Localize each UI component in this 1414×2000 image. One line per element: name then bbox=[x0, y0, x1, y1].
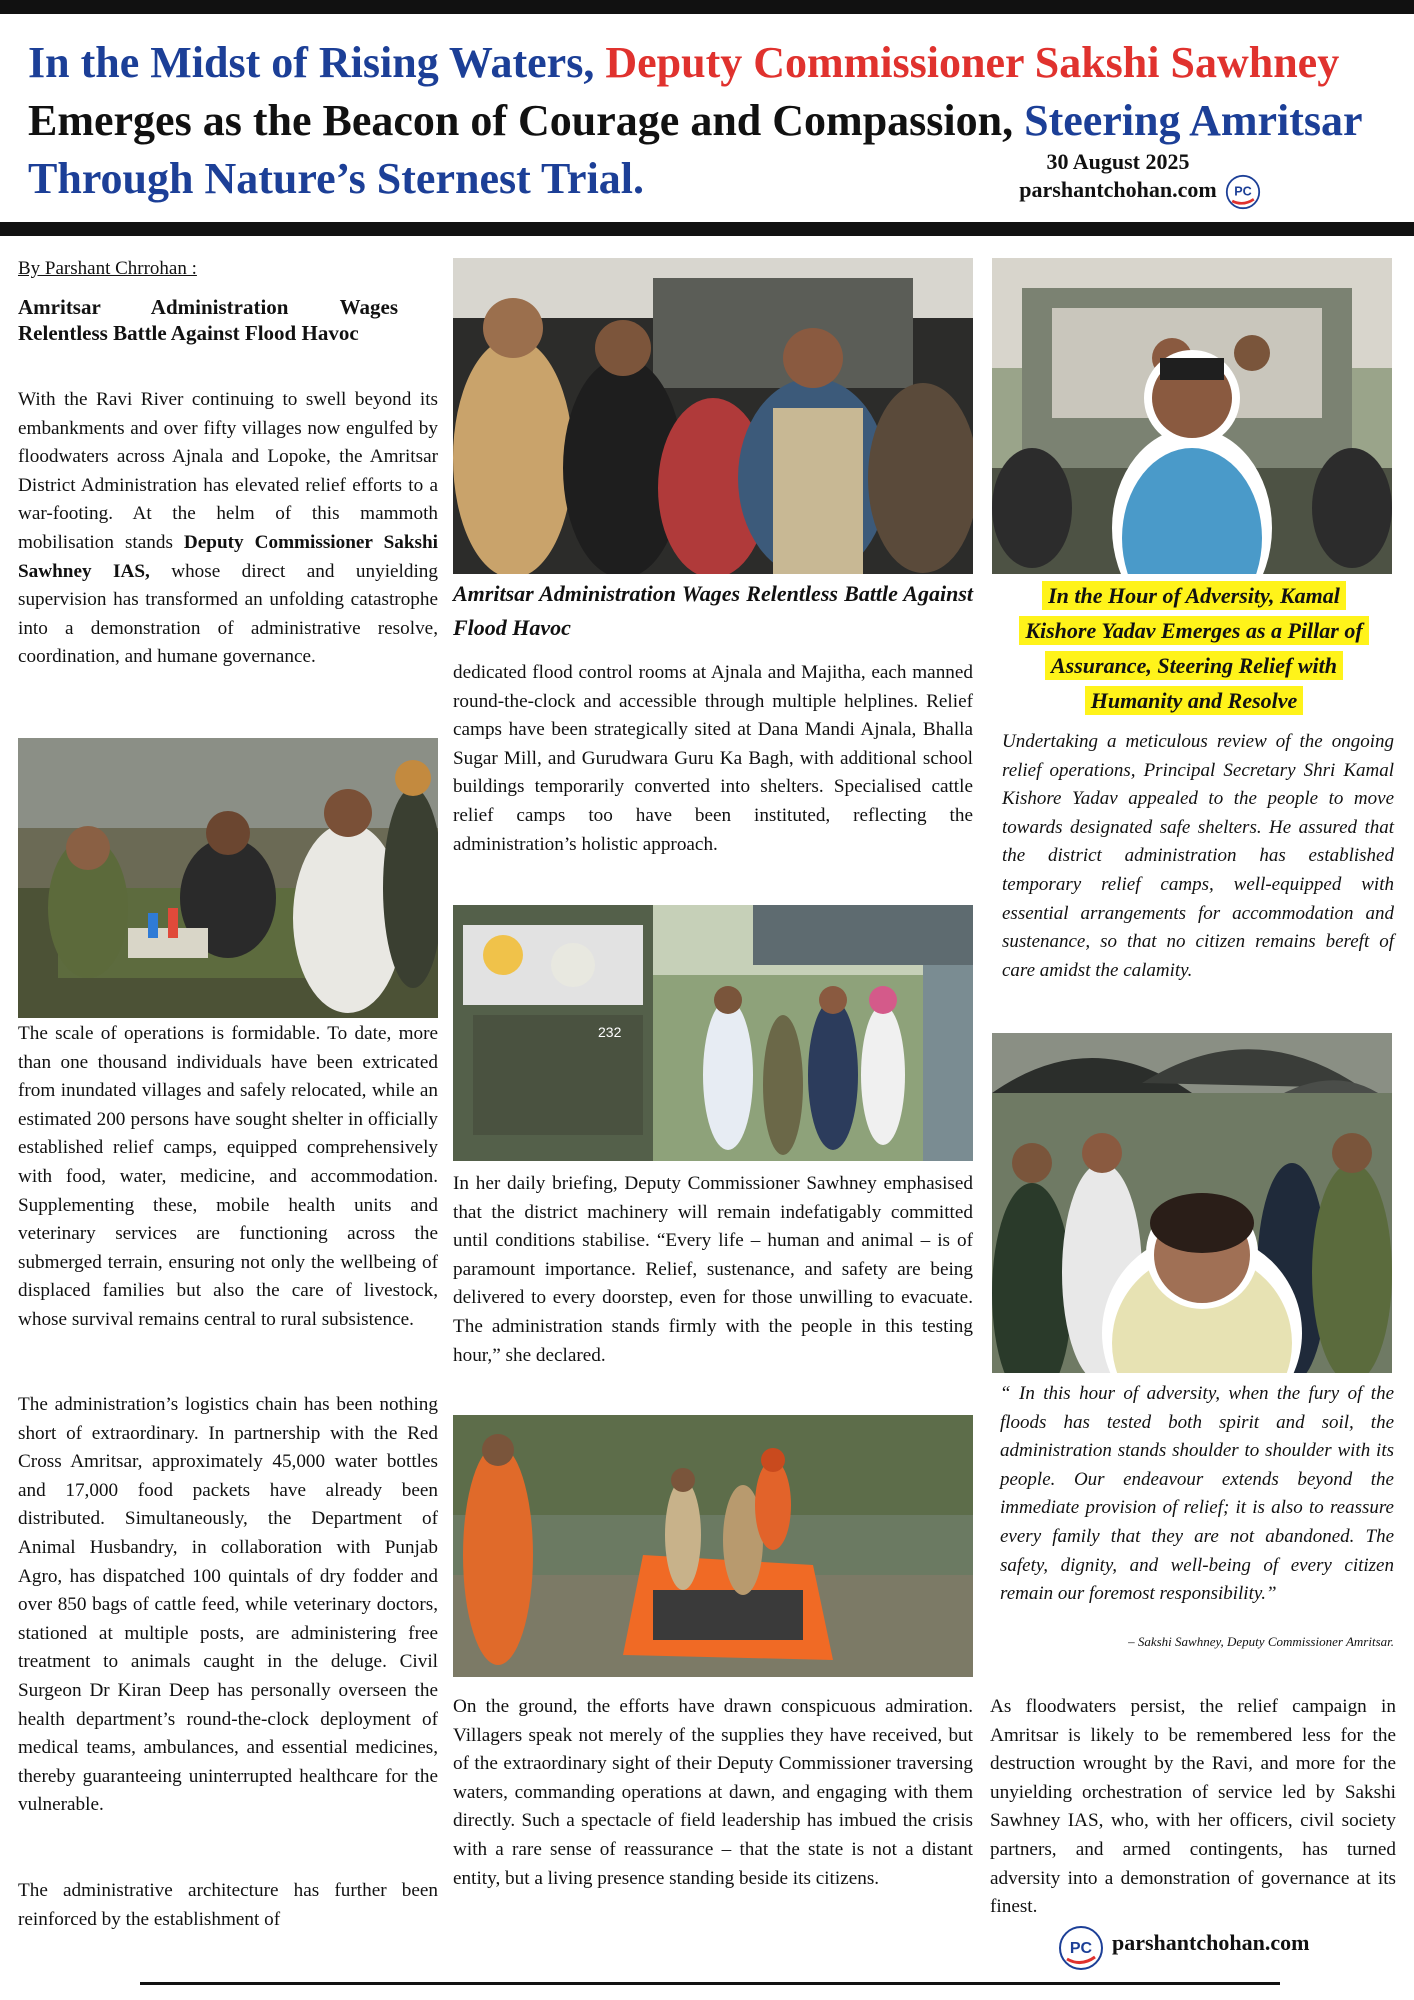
header-rule bbox=[0, 222, 1414, 236]
highlight-line-2: Kishore Yadav Emerges as a Pillar of bbox=[1019, 616, 1368, 645]
column1-subhead: Amritsar Administration Wages Relentless Battle Against Flood Havoc bbox=[18, 295, 398, 345]
site-name: parshantchohan.com bbox=[1019, 177, 1217, 202]
p1-text-b: whose direct and unyielding supervision has transformed an unfolding catastrophe into a demonstration of administrative resolve, coordination, and humane governance. bbox=[18, 560, 438, 668]
column2-paragraph-3: On the ground, the efforts have drawn conspicuous admiration. Villagers speak not merely of the supplies they have received, but of the extraordinary sight of their Deputy Commissioner traversing waters, commanding operations at dawn, and engaging with them directly. Such a spectacle of field leadership has imbued the crisis with a rare sense of reassurance – that the state is not a distant entity, but a living presence standing beside its citizens. bbox=[453, 1696, 973, 1889]
quote-attribution: – Sakshi Sawhney, Deputy Commissioner Amritsar. bbox=[1128, 1634, 1394, 1649]
column1-paragraph-2: The scale of operations is formidable. To date, more than one thousand individuals have been extricated from inundated villages and safely relocated, while an estimated 200 persons have sought shelter in officially established relief camps, equipped comprehensively with food, water, medicine, and accommodation. Supplementing these, mobile health units and veterinary services are functioning across the submerged terrain, ensuring not only the wellbeing of displaced families but also the care of livestock, whose survival remains central to rural subsistence. bbox=[18, 1023, 438, 1330]
publish-date: 30 August 2025 bbox=[1046, 149, 1190, 174]
headline-part-4: Steering Amritsar bbox=[1024, 96, 1363, 145]
dc-umbrella-photo bbox=[992, 1033, 1392, 1373]
highlight-line-3: Assurance, Steering Relief with bbox=[1045, 651, 1343, 680]
highlight-line-4: Humanity and Resolve bbox=[1085, 686, 1304, 715]
vehicle-evacuation-photo bbox=[453, 258, 973, 574]
dc-quote: “ In this hour of adversity, when the fury of the floods has tested both spirit and soil, the administration stands shoulder to shoulder with its people. Our endeavour extends beyond the immediate provision of relief; it is also to reassure every family that they are not abandoned. The safety, dignity, and well-being of every citizen remain our foremost responsibility.” bbox=[1000, 1383, 1394, 1605]
relief-truck-photo bbox=[453, 905, 973, 1161]
headline-part-1: In the Midst of Rising Waters, bbox=[28, 38, 606, 87]
column3-paragraph-2: As floodwaters persist, the relief campaign in Amritsar is likely to be remembered less for the destruction wrought by the Ravi, and more for the unyielding orchestration of service led by Sakshi Sawhney IAS, who, with her officers, civil society partners, and armed contingents, has turned adversity into a demonstration of governance at its finest. bbox=[990, 1696, 1396, 1918]
medical-camp-photo bbox=[18, 738, 438, 1018]
dateline bbox=[968, 148, 1268, 204]
footer-logo-text: PC bbox=[1069, 1940, 1093, 1957]
middle-caption: Amritsar Administration Wages Relentless Battle Against Flood Havoc bbox=[453, 581, 973, 640]
column2-paragraph-2: In her daily briefing, Deputy Commissioner Sawhney emphasised that the district machinery will remain indefatigably committed until conditions stabilise. “Every life – human and animal – is of paramount importance. Relief, sustenance, and safety are being delivered to every doorstep, even for those unwilling to evacuate. The administration stands firmly with the people in this testing hour,” she declared. bbox=[453, 1173, 973, 1366]
column1-paragraph-3: The administration’s logistics chain has been nothing short of extraordinary. In partnership with the Red Cross Amritsar, approximately 45,000 water bottles and 17,000 food packets have already been distributed. Simultaneously, the Department of Animal Husbandry, in collaboration with Punjab Agro, has dispatched 100 quintals of dry fodder and over 850 bags of cattle feed, while veterinary doctors, stationed at multiple posts, are administering free treatment to animals caught in the deluge. Civil Surgeon Dr Kiran Deep has personally overseen the health department’s round-the-clock deployment of medical teams, ambulances, and essential medicines, thereby guaranteeing uninterrupted healthcare for the vulnerable. bbox=[18, 1394, 438, 1816]
header-logo-text: PC bbox=[1234, 184, 1252, 199]
headline-part-5: Through Nature’s Sternest Trial. bbox=[28, 154, 645, 203]
rescue-boat-photo bbox=[453, 1415, 973, 1677]
pc-logo-icon bbox=[1225, 174, 1261, 210]
headline-part-3: Emerges as the Beacon of Courage and Compassion, bbox=[28, 96, 1025, 145]
footer-site-name: parshantchohan.com bbox=[1112, 1930, 1310, 1955]
column2-paragraph-1: dedicated flood control rooms at Ajnala and Majitha, each manned round-the-clock and accessible through multiple helplines. Relief camps have been strategically sited at Dana Mandi Ajnala, Bhalla Sugar Mill, and Gurudwara Guru Ka Bagh, with additional school buildings temporarily converted into shelters. Specialised cattle relief camps too have been instituted, reflecting the administration’s holistic approach. bbox=[453, 662, 973, 855]
bottom-rule bbox=[140, 1982, 1280, 1985]
truck-number: 232 bbox=[598, 1024, 622, 1040]
highlight-line-1: In the Hour of Adversity, Kamal bbox=[1042, 581, 1346, 610]
p1-text-a: With the Ravi River continuing to swell beyond its embankments and over fifty villages now engulfed by floodwaters across Ajnala and Lopoke, the Amritsar District Administration has elevated relief efforts to a war-footing. At the helm of this mammoth mobilisation stands bbox=[18, 389, 438, 553]
byline: By Parshant Chrrohan : bbox=[18, 258, 197, 279]
masthead bbox=[0, 14, 1414, 224]
footer-pc-logo-icon bbox=[1058, 1925, 1104, 1971]
column1-paragraph-1 bbox=[18, 386, 438, 672]
column1-paragraph-4: The administrative architecture has further been reinforced by the establishment of bbox=[18, 1880, 438, 1930]
highlight-heading bbox=[985, 578, 1403, 718]
column3-paragraph-1: Undertaking a meticulous review of the ongoing relief operations, Principal Secretary Shri Kamal Kishore Yadav appealed to the people to move towards designated safe shelters. He assured that the district administration has established temporary relief camps, well-equipped with essential arrangements for accommodation and sustenance, so that no citizen remains bereft of care amidst the calamity. bbox=[1002, 731, 1394, 981]
p1-bold-name: Deputy Commissioner Sakshi Sawhney IAS, bbox=[18, 531, 438, 582]
headline-part-2: Deputy Commissioner Sakshi Sawhney bbox=[605, 38, 1340, 87]
top-rule bbox=[0, 0, 1414, 14]
atv-review-photo bbox=[992, 258, 1392, 574]
